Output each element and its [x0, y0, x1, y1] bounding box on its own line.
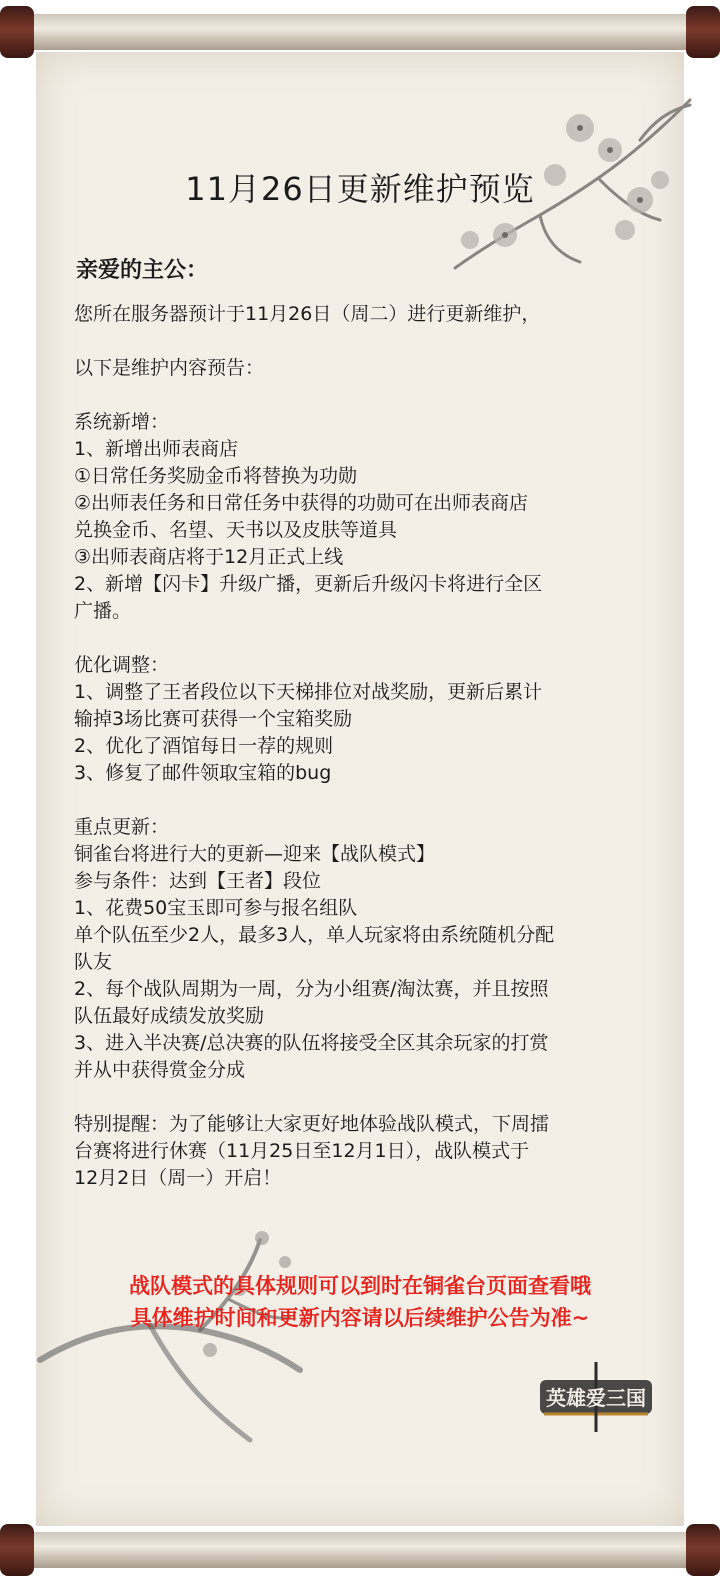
- body-line: 单个队伍至少2人，最多3人，单人玩家将由系统随机分配: [74, 924, 555, 946]
- body-line: 铜雀台将进行大的更新—迎来【战队模式】: [74, 843, 436, 865]
- body-line: 重点更新：: [74, 816, 170, 838]
- logo-text: 英雄爱三国: [546, 1386, 646, 1410]
- body-line: 优化调整：: [74, 654, 170, 676]
- body-line: 兑换金币、名望、天书以及皮肤等道具: [74, 519, 398, 541]
- body-line: 台赛将进行休赛（11月25日至12月1日），战队模式于: [74, 1140, 530, 1162]
- scroll-top-rod: [0, 0, 720, 64]
- body-line: 12月2日（周一）开启！: [74, 1167, 282, 1189]
- blank-line: [74, 328, 654, 355]
- body-line: 广播。: [74, 600, 132, 622]
- body-line: 1、新增出师表商店: [74, 438, 239, 460]
- body-line: 输掉3场比赛可获得一个宝箱奖励: [74, 708, 353, 730]
- body-line: 系统新增：: [74, 411, 170, 433]
- scroll-rod-bar: [18, 1532, 702, 1568]
- scroll-rod-bar: [18, 14, 702, 50]
- body-line: 参与条件：达到【王者】段位: [74, 870, 322, 892]
- blank-line: [74, 1084, 654, 1111]
- body-line: 1、花费50宝玉即可参与报名组队: [74, 897, 358, 919]
- blank-line: [74, 625, 654, 652]
- game-logo: [536, 1360, 656, 1434]
- body-line: ①日常任务奖励金币将替换为功勋: [74, 465, 358, 487]
- body-line: ②出师表任务和日常任务中获得的功勋可在出师表商店: [74, 492, 529, 514]
- body-line: 2、每个战队周期为一周，分为小组赛/淘汰赛，并且按照: [74, 978, 549, 1000]
- scroll-knob-right: [686, 6, 720, 58]
- body-line: 3、进入半决赛/总决赛的队伍将接受全区其余玩家的打赏: [74, 1032, 549, 1054]
- notice-red-line: 战队模式的具体规则可以到时在铜雀台页面查看哦: [129, 1274, 591, 1298]
- body-line: 您所在服务器预计于11月26日（周二）进行更新维护，: [74, 303, 541, 325]
- body-line: 1、调整了王者段位以下天梯排位对战奖励，更新后累计: [74, 681, 543, 703]
- scroll-knob-left: [0, 6, 34, 58]
- blank-line: [74, 787, 654, 814]
- scroll-bottom-rod: [0, 1518, 720, 1582]
- body-line: 队友: [74, 951, 113, 973]
- body-line: 2、优化了酒馆每日一荐的规则: [74, 735, 334, 757]
- body-line: 3、修复了邮件领取宝箱的bug: [74, 762, 332, 784]
- body-line: 队伍最好成绩发放奖励: [74, 1005, 265, 1027]
- notice-red-line: 具体维护时间和更新内容请以后续维护公告为准~: [130, 1306, 590, 1330]
- page-title: 11月26日更新维护预览: [185, 170, 535, 208]
- announcement-body: [74, 301, 654, 1192]
- scroll-knob-left: [0, 1524, 34, 1576]
- body-line: 并从中获得赏金分成: [74, 1059, 246, 1081]
- scroll-knob-right: [686, 1524, 720, 1576]
- greeting: 亲爱的主公：: [76, 258, 209, 283]
- blank-line: [74, 382, 654, 409]
- body-line: 特别提醒：为了能够让大家更好地体验战队模式，下周擂: [74, 1113, 550, 1135]
- body-line: 以下是维护内容预告：: [74, 357, 265, 379]
- body-line: ③出师表商店将于12月正式上线: [74, 546, 344, 568]
- body-line: 2、新增【闪卡】升级广播，更新后升级闪卡将进行全区: [74, 573, 543, 595]
